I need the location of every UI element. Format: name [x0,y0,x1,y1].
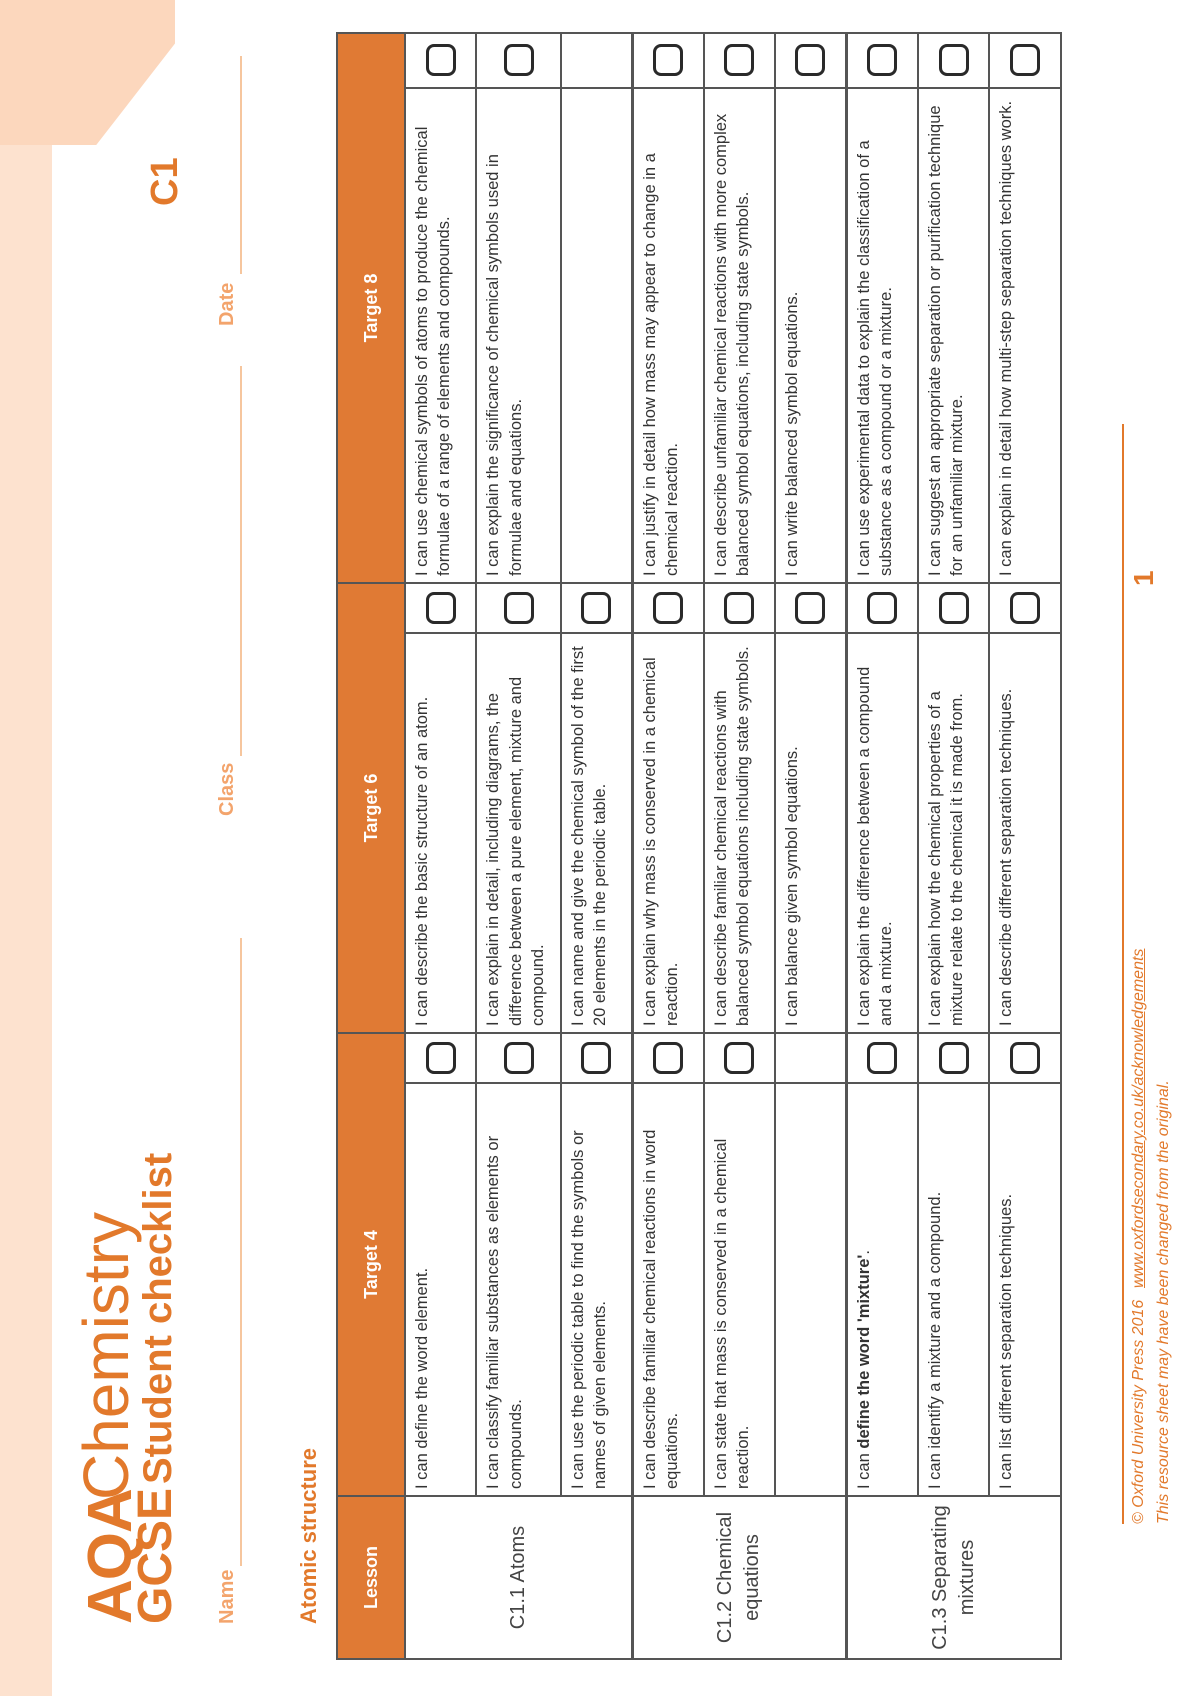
target-4-checkbox-cell [632,1033,703,1083]
target-8-text: I can describe unfamiliar chemical reactions with more complex balanced symbol equations, including state symbols. [704,88,775,583]
header-target-6: Target 6 [337,583,405,1033]
target-6-checkbox-cell [918,583,989,633]
target-4-checkbox-cell [561,1033,632,1083]
target-6-checkbox-cell [405,583,476,633]
target-4-checkbox-cell [405,1033,476,1083]
table-row [918,33,989,1659]
class-line[interactable] [240,366,242,756]
logo-aqa: AQA [76,1489,145,1624]
checkbox[interactable] [581,592,611,624]
checkbox[interactable] [867,1042,897,1074]
section-title: Atomic structure [296,1447,321,1624]
target-4-checkbox-cell [918,1033,989,1083]
date-line[interactable] [240,56,242,274]
target-6-checkbox-cell [704,583,775,633]
target-4-text: I can list different separation techniques. [989,1083,1061,1496]
target-4-checkbox-cell [846,1033,917,1083]
target-4-text-prefix: I can [854,1448,873,1489]
target-4-text: I can use the periodic table to find the symbols or names of given elements. [561,1083,632,1496]
checkbox[interactable] [724,45,754,77]
checkbox[interactable] [426,45,456,77]
table-row [561,33,632,1659]
target-4-checkbox-cell [476,1033,560,1083]
table-row [632,33,703,1659]
target-4-empty-cell [775,1033,846,1083]
table-row [476,33,560,1659]
checkbox[interactable] [1010,45,1040,77]
checkbox[interactable] [939,1042,969,1074]
table-row [989,33,1061,1659]
checkbox[interactable] [653,592,683,624]
name-label: Name [216,1569,238,1624]
table-header-row [337,33,405,1659]
target-4-checkbox-cell [704,1033,775,1083]
table-row [775,33,846,1659]
logo-chemistry: Chemistry [70,1211,142,1500]
checkbox[interactable] [795,45,825,77]
date-label: Date [216,282,238,326]
target-4-text-bold: define the word 'mixture' [854,1254,873,1449]
class-label: Class [216,762,238,816]
target-8-text [561,88,632,583]
checkbox[interactable] [581,1042,611,1074]
target-6-text: I can balance given symbol equations. [775,633,846,1033]
target-6-text: I can describe the basic structure of an atom. [405,633,476,1033]
checkbox[interactable] [939,45,969,77]
footer-rule [1122,424,1124,1524]
checkbox[interactable] [653,1042,683,1074]
checkbox[interactable] [504,45,534,77]
target-6-checkbox-cell [846,583,917,633]
target-6-text: I can name and give the chemical symbol of the first 20 elements in the periodic table. [561,633,632,1033]
checkbox[interactable] [426,1042,456,1074]
page-title: Student checklist [136,1152,180,1484]
target-8-checkbox-cell [704,33,775,88]
header-target-4: Target 4 [337,1033,405,1496]
target-8-text: I can suggest an appropriate separation or purification technique for an unfamiliar mixture. [918,88,989,583]
target-8-checkbox-cell [846,33,917,88]
lesson-c1-1: C1.1 Atoms [405,1496,632,1659]
target-6-checkbox-cell [561,583,632,633]
table-row [846,33,917,1659]
target-8-checkbox-cell [989,33,1061,88]
target-8-text: I can justify in detail how mass may appear to change in a chemical reaction. [632,88,703,583]
target-4-text: I can define the word element. [405,1083,476,1496]
unit-code: C1 [144,157,186,206]
target-8-checkbox-cell [405,33,476,88]
target-4-text: I can state that mass is conserved in a chemical reaction. [704,1083,775,1496]
checkbox[interactable] [939,592,969,624]
checkbox[interactable] [795,592,825,624]
name-line[interactable] [240,938,242,1566]
page-number: 1 [1128,570,1159,586]
checkbox[interactable] [724,592,754,624]
lesson-c1-2: C1.2 Chemical equations [632,1496,846,1659]
target-6-text: I can describe familiar chemical reactions with balanced symbol equations including state symbols. [704,633,775,1033]
target-6-text: I can explain in detail, including diagrams, the difference between a pure element, mixture and compound. [476,633,560,1033]
header-lesson: Lesson [337,1496,405,1659]
target-8-checkbox-cell [632,33,703,88]
target-8-text: I can use experimental data to explain the classification of a substance as a compound or a mixture. [846,88,917,583]
target-8-text: I can explain in detail how multi-step separation techniques work. [989,88,1061,583]
checkbox[interactable] [867,45,897,77]
lesson-c1-3: C1.3 Separating mixtures [846,1496,1061,1659]
target-6-checkbox-cell [632,583,703,633]
target-8-text: I can use chemical symbols of atoms to produce the chemical formulae of a range of elements and compounds. [405,88,476,583]
table-row [704,33,775,1659]
checkbox[interactable] [1010,1042,1040,1074]
target-4-text: I can describe familiar chemical reactions in word equations. [632,1083,703,1496]
target-6-text: I can explain how the chemical properties of a mixture relate to the chemical it is made from. [918,633,989,1033]
target-6-checkbox-cell [989,583,1061,633]
checklist-table [336,32,1062,1660]
checkbox[interactable] [504,592,534,624]
target-6-checkbox-cell [476,583,560,633]
checkbox[interactable] [724,1042,754,1074]
target-8-empty-cell [561,33,632,88]
target-6-checkbox-cell [775,583,846,633]
target-8-checkbox-cell [918,33,989,88]
target-6-text: I can describe different separation techniques. [989,633,1061,1033]
target-4-text [846,1083,917,1496]
target-6-text: I can explain why mass is conserved in a chemical reaction. [632,633,703,1033]
checkbox[interactable] [504,1042,534,1074]
footer-note: This resource sheet may have been changed from the original. [1155,1080,1172,1524]
target-4-text: I can identify a mixture and a compound. [918,1083,989,1496]
target-8-checkbox-cell [476,33,560,88]
checkbox[interactable] [426,592,456,624]
checkbox[interactable] [867,592,897,624]
target-6-text: I can explain the difference between a compound and a mixture. [846,633,917,1033]
target-4-text: I can classify familiar substances as elements or compounds. [476,1083,560,1496]
footer-copyright: © Oxford University Press 2016 [1130,1299,1147,1524]
logo-gcse: GCSE [129,1487,182,1624]
checkbox[interactable] [1010,592,1040,624]
target-4-text-suffix: . [854,1250,873,1255]
target-8-checkbox-cell [775,33,846,88]
header-target-8: Target 8 [337,33,405,583]
target-4-checkbox-cell [989,1033,1061,1083]
checkbox[interactable] [653,45,683,77]
table-row [405,33,476,1659]
target-4-text [775,1083,846,1496]
target-8-text: I can explain the significance of chemical symbols used in formulae and equations. [476,88,560,583]
acknowledgements-link[interactable]: www.oxfordsecondary.co.uk/acknowledgements [1130,948,1147,1288]
target-8-text: I can write balanced symbol equations. [775,88,846,583]
